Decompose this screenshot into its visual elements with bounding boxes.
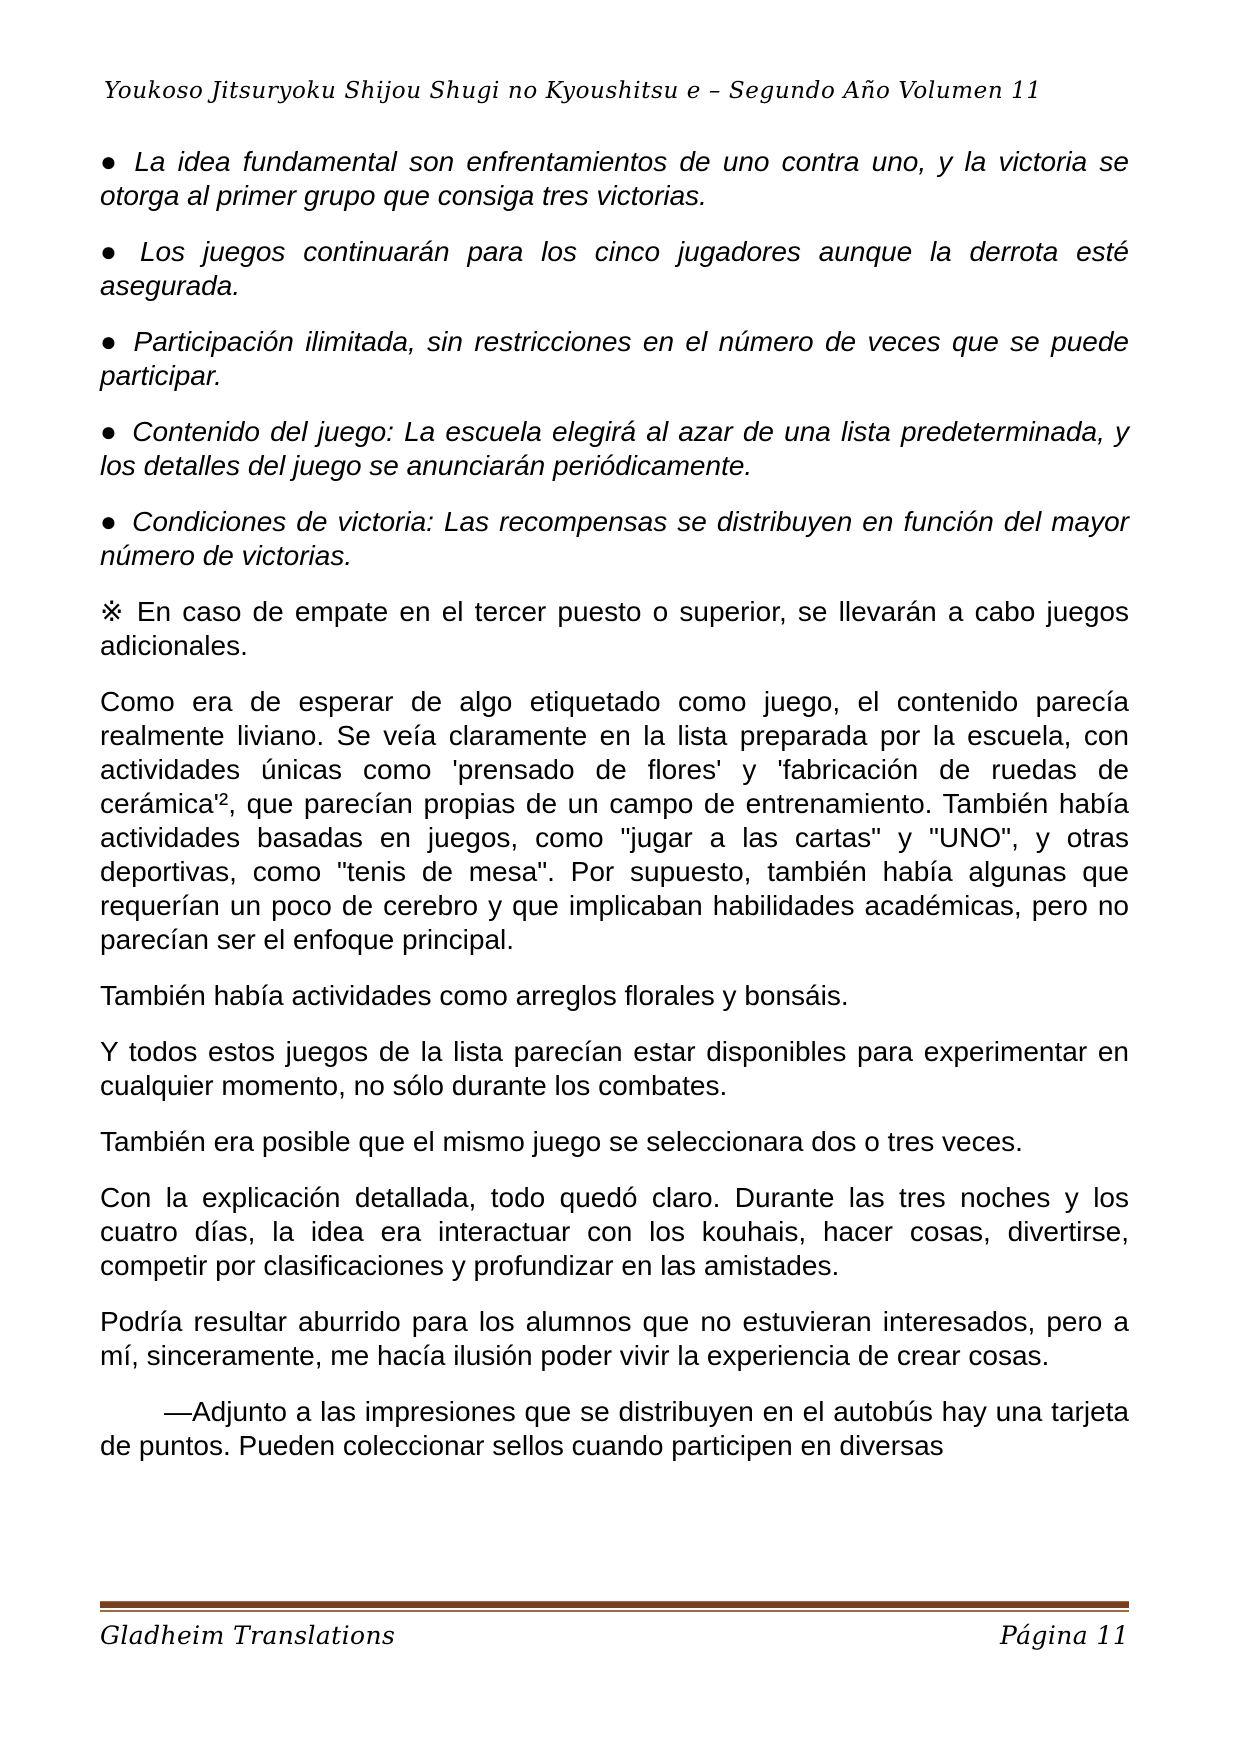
bullet-item [100,235,1129,303]
note-text: En caso de empate en el tercer puesto o superior, se llevarán a cabo juegos adicionales. [100,596,1129,661]
note-paragraph [100,595,1129,663]
footer-rule-thick [100,1601,1129,1608]
body-paragraph: Como era de esperar de algo etiquetado como juego, el contenido parecía realmente liviano. Se veía claramente en la lista preparada por la escuela, con actividades únicas como 'prensado de flores' y 'fabricación de ruedas de cerámica'², que parecían propias de un campo de entrenamiento. También había actividades basadas en juegos, como "jugar a las cartas" y "UNO", y otras deportivas, como "tenis de mesa". Por supuesto, también había algunas que requerían un poco de cerebro y que implicaban habilidades académicas, pero no parecían ser el enfoque principal. [100,686,1129,955]
bullet-text: Los juegos continuarán para los cinco jugadores aunque la derrota esté asegurada. [100,236,1129,301]
footer-rule-thin [100,1610,1129,1612]
bullet-icon: ● [100,326,121,357]
header-title: Youkoso Jitsuryoku Shijou Shugi no Kyoushitsu e – Segundo Año Volumen 11 [104,78,1042,104]
footer-translator-credit: Gladheim Translations [100,1621,396,1650]
bullet-icon: ● [100,506,120,537]
body-paragraph: También era posible que el mismo juego se seleccionara dos o tres veces. [100,1126,1023,1157]
footer-row [100,1621,1129,1650]
reference-mark-icon: ※ [100,596,127,627]
bullet-text: Condiciones de victoria: Las recompensas se distribuyen en función del mayor número de victorias. [100,506,1129,571]
bullet-item [100,415,1129,483]
bullet-item [100,325,1129,393]
bullet-item [100,505,1129,573]
footer-page-number: Página 11 [1000,1621,1129,1650]
body-paragraph: Y todos estos juegos de la lista parecían estar disponibles para experimentar en cualquier momento, no sólo durante los combates. [100,1036,1129,1101]
body-paragraph: Con la explicación detallada, todo quedó claro. Durante las tres noches y los cuatro días, la idea era interactuar con los kouhais, hacer cosas, divertirse, competir por clasificaciones y profundizar en las amistades. [100,1182,1129,1281]
document-body [100,145,1129,1485]
bullet-text: Participación ilimitada, sin restricciones en el número de veces que se puede participar. [100,326,1130,391]
body-paragraph: Podría resultar aburrido para los alumnos que no estuvieran interesados, pero a mí, sinceramente, me hacía ilusión poder vivir la experiencia de crear cosas. [100,1306,1129,1371]
bullet-text: Contenido del juego: La escuela elegirá al azar de una lista predeterminada, y los detalles del juego se anunciarán periódicamente. [100,416,1129,481]
page-footer [100,1601,1129,1650]
bullet-text: La idea fundamental son enfrentamientos de uno contra uno, y la victoria se otorga al primer grupo que consiga tres victorias. [100,146,1129,211]
page-header [104,78,1129,104]
bullet-icon: ● [100,146,122,177]
dialogue-paragraph: —Adjunto a las impresiones que se distribuyen en el autobús hay una tarjeta de puntos. Pueden coleccionar sellos cuando participen en diversas [100,1396,1129,1461]
bullet-icon: ● [100,416,120,447]
bullet-item [100,145,1129,213]
bullet-icon: ● [100,236,127,267]
body-paragraph: También había actividades como arreglos florales y bonsáis. [100,980,849,1011]
